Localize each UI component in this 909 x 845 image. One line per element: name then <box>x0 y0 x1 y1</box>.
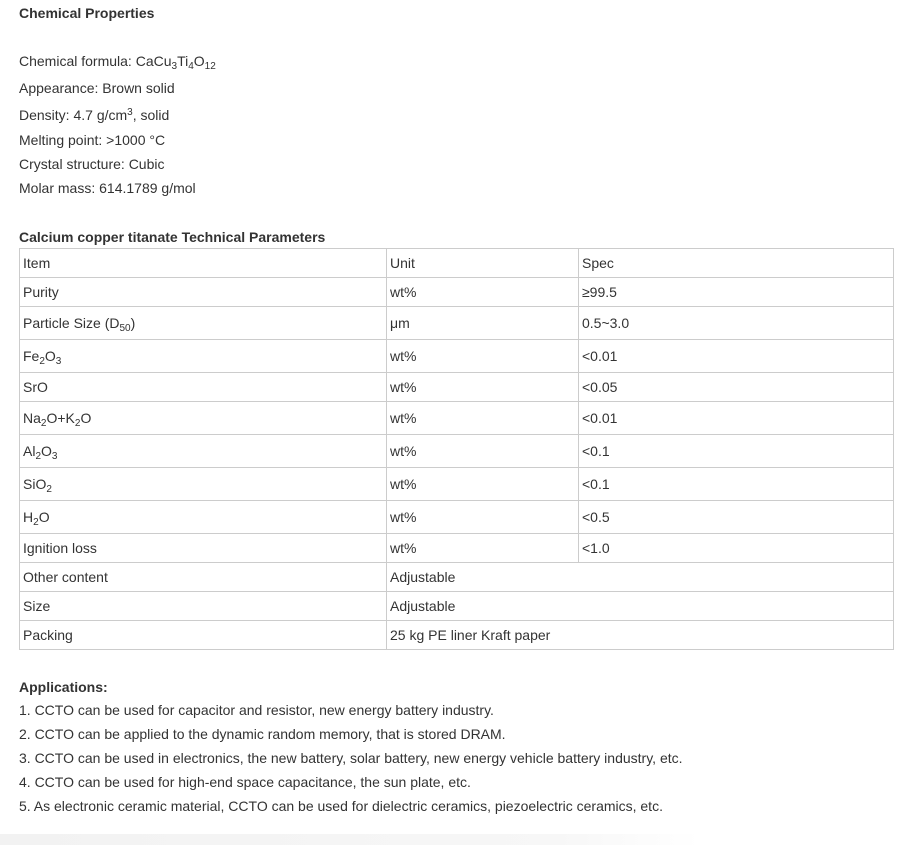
appearance: Appearance: Brown solid <box>19 80 175 96</box>
application-item: 2. CCTO can be applied to the dynamic random memory, that is stored DRAM. <box>19 726 506 742</box>
table-row: Packing 25 kg PE liner Kraft paper <box>20 621 894 650</box>
header-spec: Spec <box>579 249 894 278</box>
applications-heading: Applications: <box>19 679 108 695</box>
table-row: Purity wt% ≥99.5 <box>20 278 894 307</box>
chemical-formula: Chemical formula: $CaCu_3Ti_4O_{12}$ <box>19 53 216 72</box>
table-row: Ignition loss wt% <1.0 <box>20 534 894 563</box>
application-item: 1. CCTO can be used for capacitor and resistor, new energy battery industry. <box>19 702 494 718</box>
application-item: 4. CCTO can be used for high-end space capacitance, the sun plate, etc. <box>19 774 471 790</box>
crystal-structure: Crystal structure: Cubic <box>19 156 165 172</box>
table-header-row <box>20 249 894 278</box>
chemical-properties-heading: Chemical Properties <box>19 5 155 21</box>
melting-point: Melting point: >1000 °C <box>19 132 166 148</box>
application-item: 5. As electronic ceramic material, CCTO can be used for dielectric ceramics, piezoelectric ceramics, etc. <box>19 798 663 814</box>
table-row: $Al_2O_3$ wt% <0.1 <box>20 435 894 468</box>
bottom-divider <box>0 834 700 845</box>
table-row: SrO wt% <0.05 <box>20 373 894 402</box>
header-unit: Unit <box>387 249 579 278</box>
table-row: Particle Size $(D_{50})$ μm 0.5~3.0 <box>20 307 894 340</box>
table-row: $H_2O$ wt% <0.5 <box>20 501 894 534</box>
application-item: 3. CCTO can be used in electronics, the new battery, solar battery, new energy vehicle battery industry, etc. <box>19 750 683 766</box>
table-row: Other content Adjustable <box>20 563 894 592</box>
table-row: $Fe_2O_3$ wt% <0.01 <box>20 340 894 373</box>
density: Density: 4.7 $g/cm^3$, solid <box>19 107 170 123</box>
table-row: SiO$_2$ wt% <0.1 <box>20 468 894 501</box>
table-row: Size Adjustable <box>20 592 894 621</box>
molar-mass: Molar mass: 614.1789 g/mol <box>19 180 196 196</box>
table-row: $Na_2O+K_2O$ wt% <0.01 <box>20 402 894 435</box>
technical-parameters-table <box>19 248 894 650</box>
header-item: Item <box>20 249 387 278</box>
technical-parameters-heading: Calcium copper titanate Technical Parameters <box>19 229 326 245</box>
